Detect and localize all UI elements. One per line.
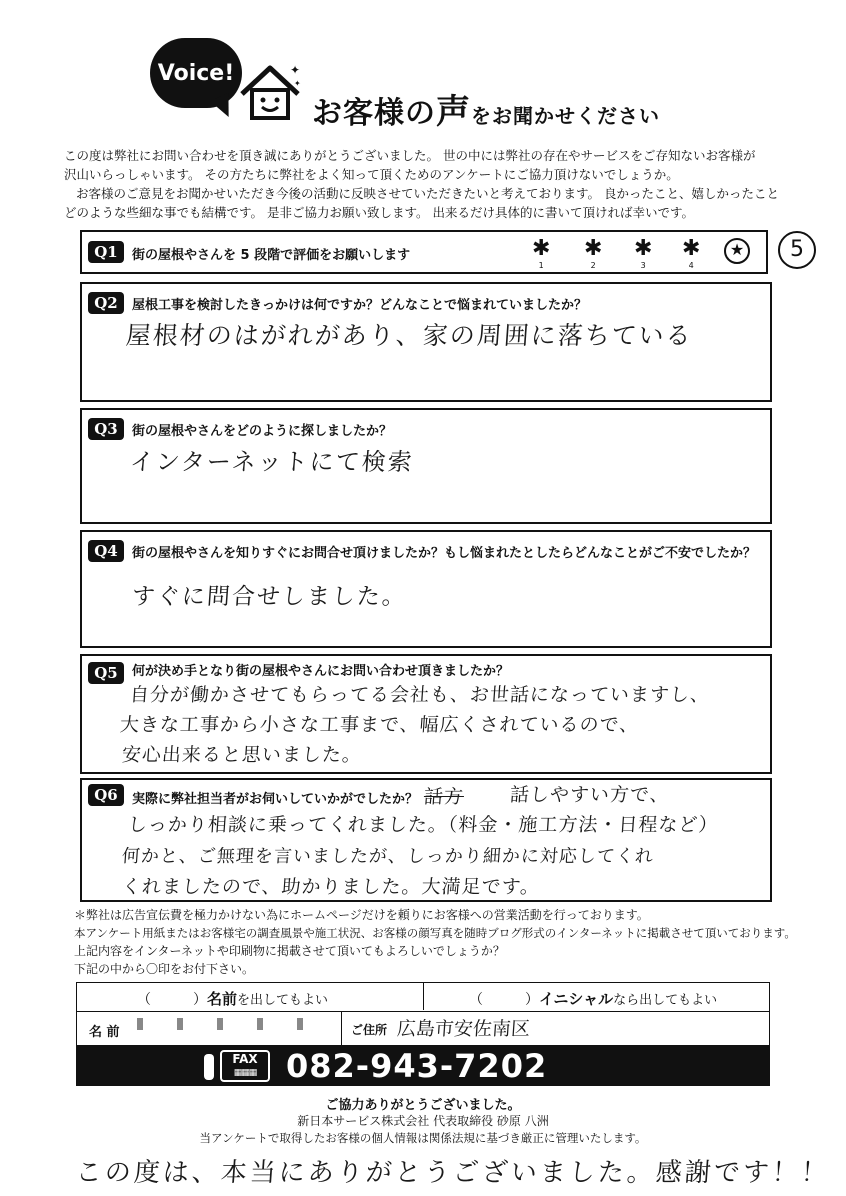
q4-question: 街の屋根やさんを知りすぐにお問合せ頂けましたか？もし悩まれたとしたらどんなことがご不安でしたか？ bbox=[132, 546, 757, 561]
name-address-row bbox=[76, 1012, 770, 1046]
option-name-rest: を出してもよい bbox=[237, 993, 329, 1008]
q2-answer-line-1: 屋根材のはがれがあり、家の周囲に落ちている bbox=[124, 321, 694, 350]
name-label: 名 前 bbox=[89, 1025, 120, 1040]
star-2[interactable]: ✱ 2 bbox=[584, 236, 603, 270]
q5-answer-line-3: 安心出来ると思いました。 bbox=[121, 744, 363, 766]
q1-badge: Q1 bbox=[88, 241, 124, 263]
q5-question: 何が決め手となり街の屋根やさんにお問い合わせ頂きましたか？ bbox=[132, 664, 510, 679]
option-initial-rest: なら出してもよい bbox=[613, 993, 718, 1008]
footer-thanks: ご協力ありがとうございました。 bbox=[325, 1098, 521, 1113]
fax-bar bbox=[76, 1046, 770, 1086]
q5-answer-line-1: 自分が働かさせてもらってる会社も、お世話になっていますし、 bbox=[129, 684, 711, 706]
q4-box bbox=[80, 530, 772, 648]
q4-answer-line-1: すぐに問合せしました。 bbox=[130, 584, 408, 610]
option-initial-bold: イニシャル bbox=[539, 990, 614, 1008]
name-redacted bbox=[137, 1018, 327, 1030]
q6-question: 実際に弊社担当者がお伺いしていかがでしたか？ bbox=[132, 792, 419, 807]
address-field[interactable] bbox=[343, 1012, 769, 1045]
rating-written: 5 bbox=[778, 231, 816, 269]
q1-box bbox=[80, 230, 768, 274]
address-label: ご住所 bbox=[351, 1023, 388, 1037]
q6-answer-line-3: 何かと、ご無理を言いましたが、しっかり細かに対応してくれ bbox=[121, 846, 655, 867]
q6-struck-text: 話方 bbox=[423, 786, 465, 808]
option-initial-paren: （ ） bbox=[469, 992, 539, 1008]
phone-handset-icon bbox=[202, 1054, 218, 1080]
star-1[interactable]: ✱ 1 bbox=[532, 236, 551, 270]
page-title bbox=[312, 84, 660, 133]
note-line-3: 上記内容をインターネットや印刷物に掲載させて頂いてもよろしいでしょうか？ bbox=[74, 944, 505, 958]
q3-answer-line-1: インターネットにて検索 bbox=[128, 448, 415, 476]
q3-badge: Q3 bbox=[88, 418, 124, 440]
note-line-1: ＊弊社は広告宣伝費を極力かけない為にホームページだけを頼りにお客様への営業活動を行っております。 bbox=[74, 908, 649, 922]
house-smile-icon bbox=[238, 60, 302, 124]
q3-box bbox=[80, 408, 772, 524]
name-field[interactable] bbox=[77, 1012, 342, 1045]
publish-options-row bbox=[76, 982, 770, 1012]
q6-badge: Q6 bbox=[88, 784, 124, 806]
q4-badge: Q4 bbox=[88, 540, 124, 562]
svg-text:✦: ✦ bbox=[294, 79, 301, 88]
title-part-3: をお聞かせください bbox=[471, 104, 660, 128]
intro-line-2: 沢山いらっしゃいます。 その方たちに弊社をよく知って頂くためのアンケートにご協力頂けないでしょうか。 bbox=[64, 167, 679, 182]
footer-privacy: 当アンケートで取得したお客様の個人情報は関係法規に基づき厳正に管理いたします。 bbox=[199, 1131, 647, 1145]
q6-answer-line-4: くれましたので、助かりました。大満足です。 bbox=[121, 876, 541, 898]
star-5-circled[interactable]: ★ bbox=[724, 238, 750, 264]
q6-answer-line-1: 話しやすい方で、 bbox=[509, 784, 671, 806]
title-part-1: お客様の bbox=[312, 96, 436, 131]
q1-question: 街の屋根やさんを 5 段階で評価をお願いします bbox=[132, 248, 411, 263]
star-3[interactable]: ✱ 3 bbox=[634, 236, 653, 270]
q5-answer-line-2: 大きな工事から小さな工事まで、幅広くされているので、 bbox=[119, 714, 640, 736]
note-line-4: 下記の中から〇印をお付下さい。 bbox=[74, 962, 255, 976]
handwritten-message: この度は、本当にありがとうございました。感謝です！！ bbox=[74, 1158, 831, 1188]
q2-badge: Q2 bbox=[88, 292, 124, 314]
voice-badge: Voice! bbox=[150, 38, 242, 108]
intro-line-3: お客様のご意見をお聞かせいただき今後の活動に反映させていただきたいと考えております。 良かったこと、嬉しかったこと bbox=[76, 186, 779, 201]
q5-box bbox=[80, 654, 772, 774]
intro-line-4: どのような些細な事でも結構です。 是非ご協力お願い致します。 出来るだけ具体的に書いて頂ければ幸いです。 bbox=[64, 205, 694, 220]
svg-text:✦: ✦ bbox=[290, 63, 301, 77]
q5-badge: Q5 bbox=[88, 662, 124, 684]
q6-answer-line-2: しっかり相談に乗ってくれました。（料金・施工方法・日程など） bbox=[127, 814, 720, 836]
option-name-paren: （ ） bbox=[137, 992, 207, 1008]
star-4[interactable]: ✱ 4 bbox=[682, 236, 701, 270]
q6-box bbox=[80, 778, 772, 902]
address-value: 広島市安佐南区 bbox=[396, 1018, 531, 1040]
rating-stars bbox=[522, 236, 762, 272]
q2-question: 屋根工事を検討したきっかけは何ですか？どんなことで悩まれていましたか？ bbox=[132, 298, 588, 313]
q2-box bbox=[80, 282, 772, 402]
option-name[interactable] bbox=[77, 983, 424, 1010]
fax-icon: FAX ▦▦▦ bbox=[220, 1050, 270, 1082]
title-part-2: 声 bbox=[436, 92, 471, 132]
option-name-bold: 名前 bbox=[207, 990, 238, 1008]
note-line-2: 本アンケート用紙またはお客様宅の調査風景や施工状況、お客様の顔写真を随時ブログ形式のインターネットに掲載させて頂いております。 bbox=[74, 926, 796, 940]
footer-company: 新日本サービス株式会社 代表取締役 砂原 八洲 bbox=[297, 1114, 549, 1128]
option-initial[interactable] bbox=[425, 983, 769, 1010]
fax-number[interactable]: 082-943-7202 bbox=[286, 1047, 548, 1085]
intro-line-1: この度は弊社にお問い合わせを頂き誠にありがとうございました。 世の中には弊社の存在やサービスをご存知ないお客様が bbox=[64, 148, 756, 163]
q3-question: 街の屋根やさんをどのように探しましたか？ bbox=[132, 424, 393, 439]
